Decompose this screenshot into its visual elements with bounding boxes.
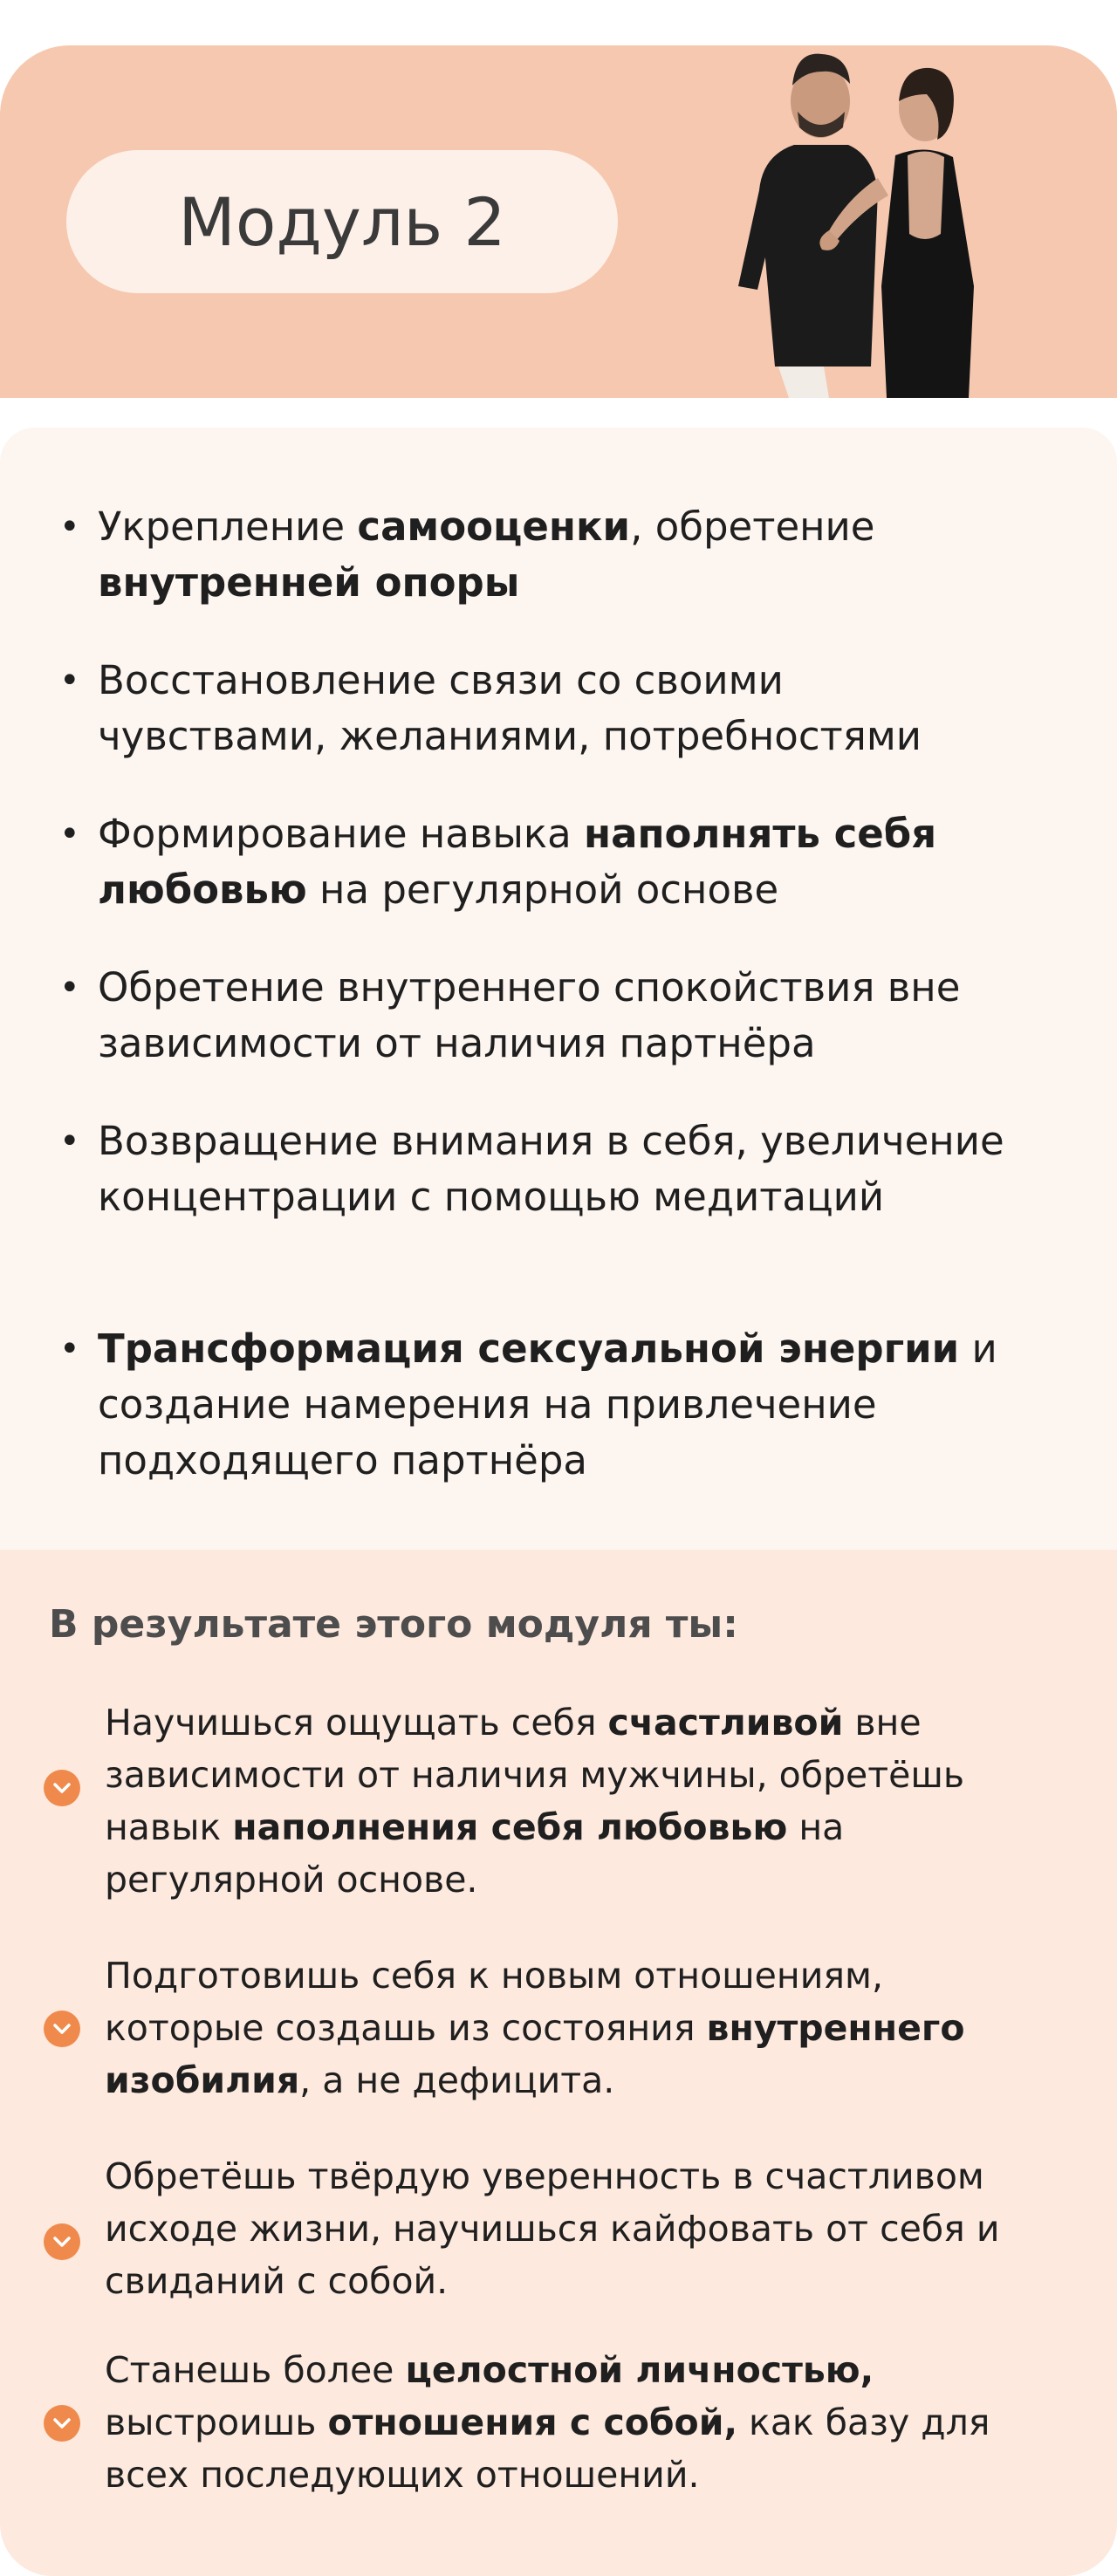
text-run: Возвращение внимания в себя, увеличение концентрации с помощью медитаций xyxy=(98,1118,1004,1220)
text-run: наполнения себя любовью xyxy=(232,1806,788,1848)
text-run: Восстановление связи со своими чувствами, желаниями, потребностями xyxy=(98,657,922,759)
text-run: Трансформация сексуальной энергии xyxy=(98,1326,960,1372)
text-run: Подготовишь себя к новым отношениям, которые создашь из состояния xyxy=(105,1955,883,2049)
text-run: Научишься ощущать себя xyxy=(105,1702,608,1744)
text-run: выстроишь xyxy=(105,2401,328,2443)
chevron-down-circle-icon xyxy=(44,2011,80,2047)
result-text xyxy=(105,1949,1047,2107)
chevron-down-circle-icon xyxy=(44,2405,80,2442)
text-run: внутреннего изобилия xyxy=(105,2007,965,2101)
results-section xyxy=(0,1550,1117,2576)
text-run: внутренней опоры xyxy=(98,559,520,606)
benefit-item xyxy=(98,653,1005,764)
benefit-item xyxy=(98,1321,1005,1489)
benefit-item xyxy=(98,806,1005,918)
results-title: В результате этого модуля ты: xyxy=(49,1602,738,1647)
text-run: вне зависимости от наличия мужчины, обретёшь навык xyxy=(105,1702,965,1848)
result-text xyxy=(105,1696,1047,1906)
benefit-item xyxy=(98,1113,1005,1225)
module-header xyxy=(0,45,1117,398)
benefits-section xyxy=(0,428,1117,1550)
text-run: на регулярной основе. xyxy=(105,1806,845,1901)
text-run: целостной личностью, xyxy=(405,2349,874,2391)
module-title: Модуль 2 xyxy=(66,150,618,293)
chevron-down-circle-icon xyxy=(44,2223,80,2260)
text-run: Обретёшь твёрдую уверенность в счастливом исходе жизни, научишься кайфовать от себя и свиданий с собой. xyxy=(105,2155,1000,2302)
text-run: счастливой xyxy=(607,1702,844,1744)
text-run: и создание намерения на привлечение подходящего партнёра xyxy=(98,1326,997,1483)
text-run: Формирование навыка xyxy=(98,811,584,857)
text-run: на регулярной основе xyxy=(306,867,779,913)
benefit-item xyxy=(98,960,1005,1072)
text-run: Станешь более xyxy=(105,2349,406,2391)
text-run: , обретение xyxy=(630,504,875,550)
text-run: отношения с собой, xyxy=(327,2401,738,2443)
text-run: наполнять себя любовью xyxy=(98,811,937,913)
benefit-item xyxy=(98,499,1005,611)
chevron-down-circle-icon xyxy=(44,1770,80,1806)
text-run: Укрепление xyxy=(98,504,358,550)
text-run: , а не дефицита. xyxy=(299,2059,615,2101)
text-run: Обретение внутреннего спокойствия вне зависимости от наличия партнёра xyxy=(98,964,961,1066)
result-text xyxy=(105,2150,1047,2307)
couple-photo xyxy=(724,45,986,398)
text-run: как базу для всех последующих отношений. xyxy=(105,2401,990,2496)
result-text xyxy=(105,2344,1047,2501)
text-run: самооценки xyxy=(357,504,631,550)
